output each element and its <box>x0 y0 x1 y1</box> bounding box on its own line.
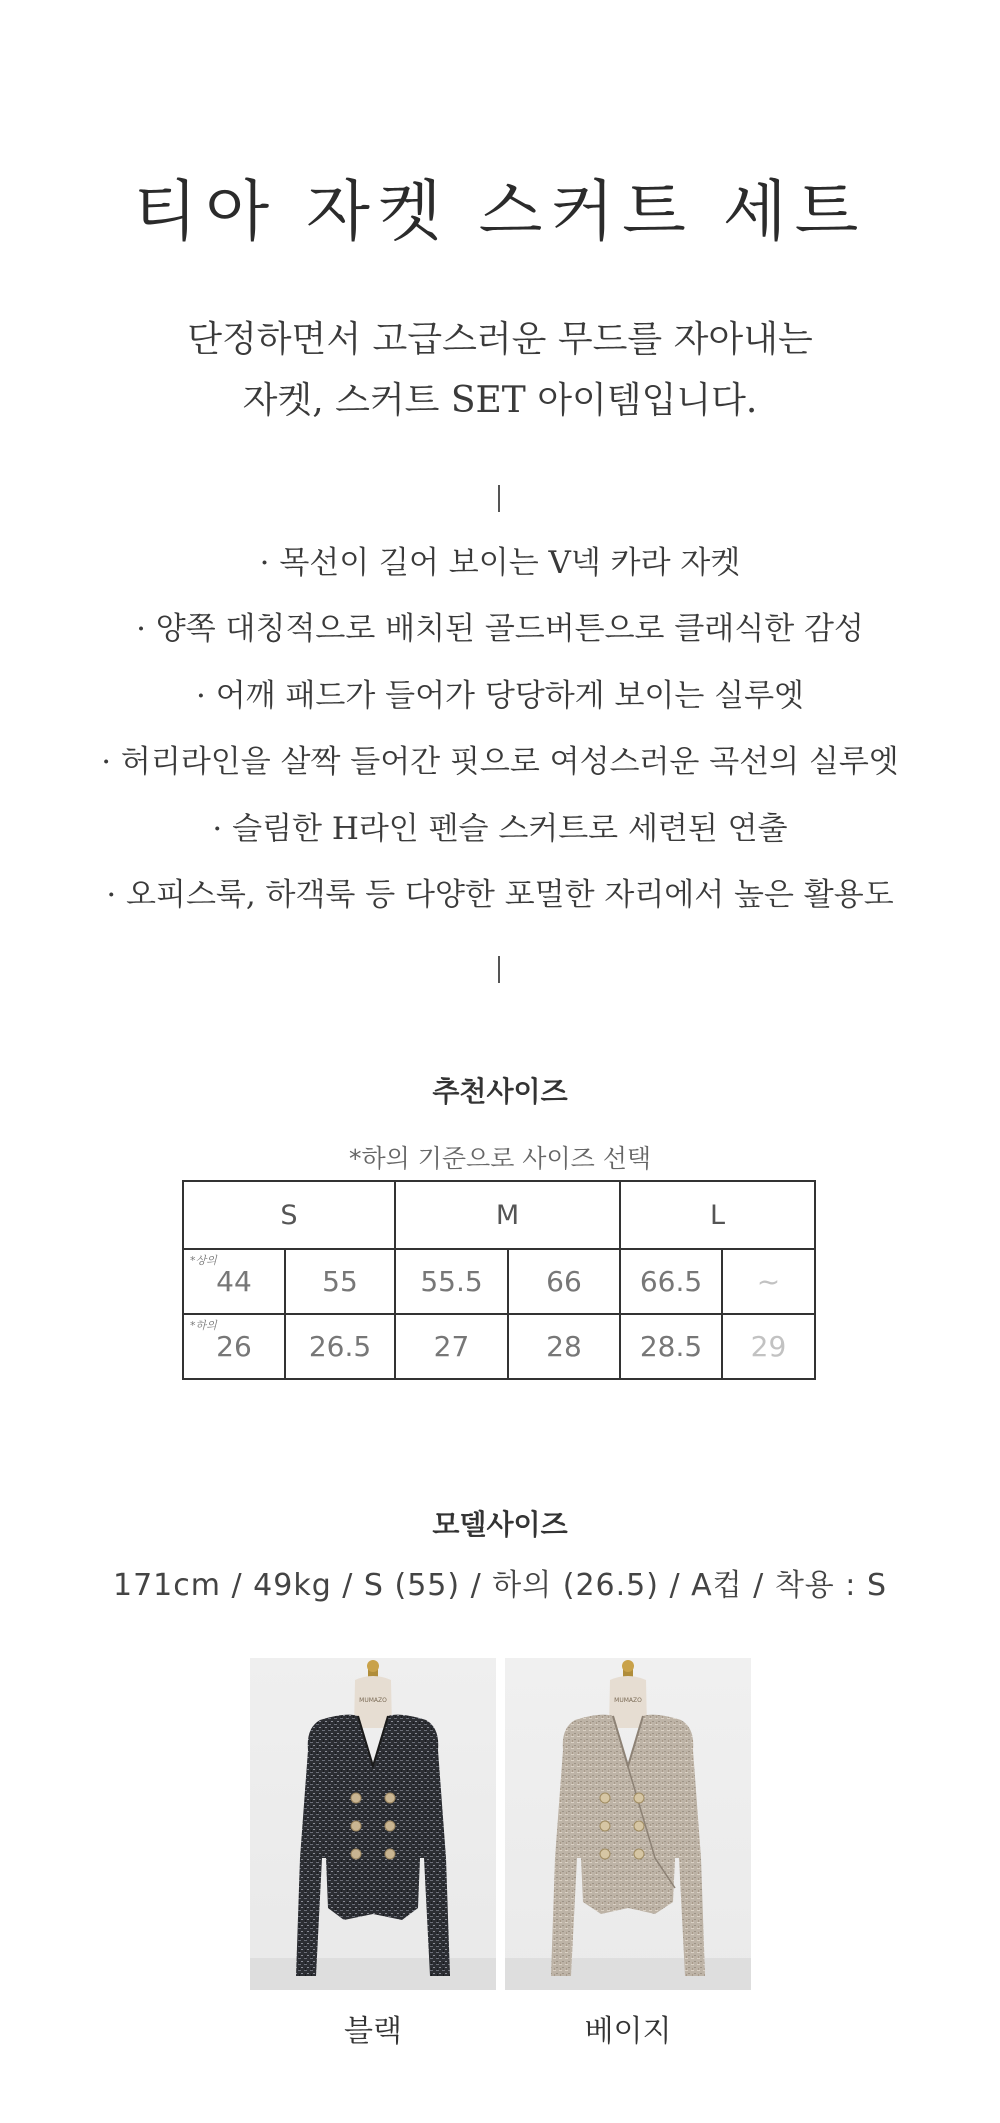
top-row-label: *상의 <box>190 1254 217 1267</box>
size-header-s: S <box>183 1181 395 1249</box>
size-bottom-row <box>183 1314 815 1379</box>
beige-jacket-illustration <box>505 1658 751 1990</box>
model-section-heading: 모델사이즈 <box>432 1508 568 1541</box>
size-cell <box>183 1314 285 1379</box>
size-note: *하의 기준으로 사이즈 선택 <box>349 1144 651 1173</box>
black-jacket-illustration <box>250 1658 496 1990</box>
mannequin-brand: MUMAZO <box>359 1697 387 1704</box>
size-header-l: L <box>620 1181 815 1249</box>
size-cell: 66.5 <box>620 1249 722 1314</box>
size-cell: 66 <box>508 1249 620 1314</box>
feature-item: · 어깨 패드가 들어가 당당하게 보이는 실루엣 <box>195 678 804 714</box>
size-cell: 28 <box>508 1314 620 1379</box>
size-value: 26 <box>216 1330 252 1363</box>
beige-jacket-photo <box>505 1658 751 1990</box>
size-cell <box>183 1249 285 1314</box>
size-header-m: M <box>395 1181 620 1249</box>
feature-item: · 허리라인을 살짝 들어간 핏으로 여성스러운 곡선의 실루엣 <box>101 744 899 780</box>
size-top-row <box>183 1249 815 1314</box>
size-header-row <box>183 1181 815 1249</box>
divider-top <box>498 485 500 512</box>
intro-line-1: 단정하면서 고급스러운 무드를 자아내는 <box>187 319 813 360</box>
intro-line-2: 자켓, 스커트 SET 아이템입니다. <box>242 380 758 421</box>
feature-item: · 양쪽 대칭적으로 배치된 골드버튼으로 클래식한 감성 <box>136 611 864 647</box>
black-jacket-photo <box>250 1658 496 1990</box>
feature-item: · 목선이 길어 보이는 V넥 카라 자켓 <box>259 545 741 581</box>
size-cell: ~ <box>722 1249 815 1314</box>
feature-item: · 슬림한 H라인 펜슬 스커트로 세련된 연출 <box>212 811 788 847</box>
mannequin-brand: MUMAZO <box>614 1697 642 1704</box>
size-cell: 28.5 <box>620 1314 722 1379</box>
size-cell: 55 <box>285 1249 395 1314</box>
beige-color-caption: 베이지 <box>584 2014 672 2049</box>
size-cell: 55.5 <box>395 1249 508 1314</box>
feature-item: · 오피스룩, 하객룩 등 다양한 포멀한 자리에서 높은 활용도 <box>106 877 894 913</box>
divider-bottom <box>498 956 500 983</box>
bottom-row-label: *하의 <box>190 1319 217 1332</box>
size-cell: 27 <box>395 1314 508 1379</box>
size-cell: 26.5 <box>285 1314 395 1379</box>
black-color-caption: 블랙 <box>344 2014 402 2049</box>
size-value: 44 <box>216 1265 252 1298</box>
size-cell: 29 <box>722 1314 815 1379</box>
size-section-heading: 추천사이즈 <box>432 1075 568 1108</box>
size-table <box>182 1180 816 1380</box>
product-title: 티아 자켓 스커트 세트 <box>133 173 867 250</box>
model-info: 171cm / 49kg / S (55) / 하의 (26.5) / A컵 / 착용 : S <box>112 1568 887 1603</box>
